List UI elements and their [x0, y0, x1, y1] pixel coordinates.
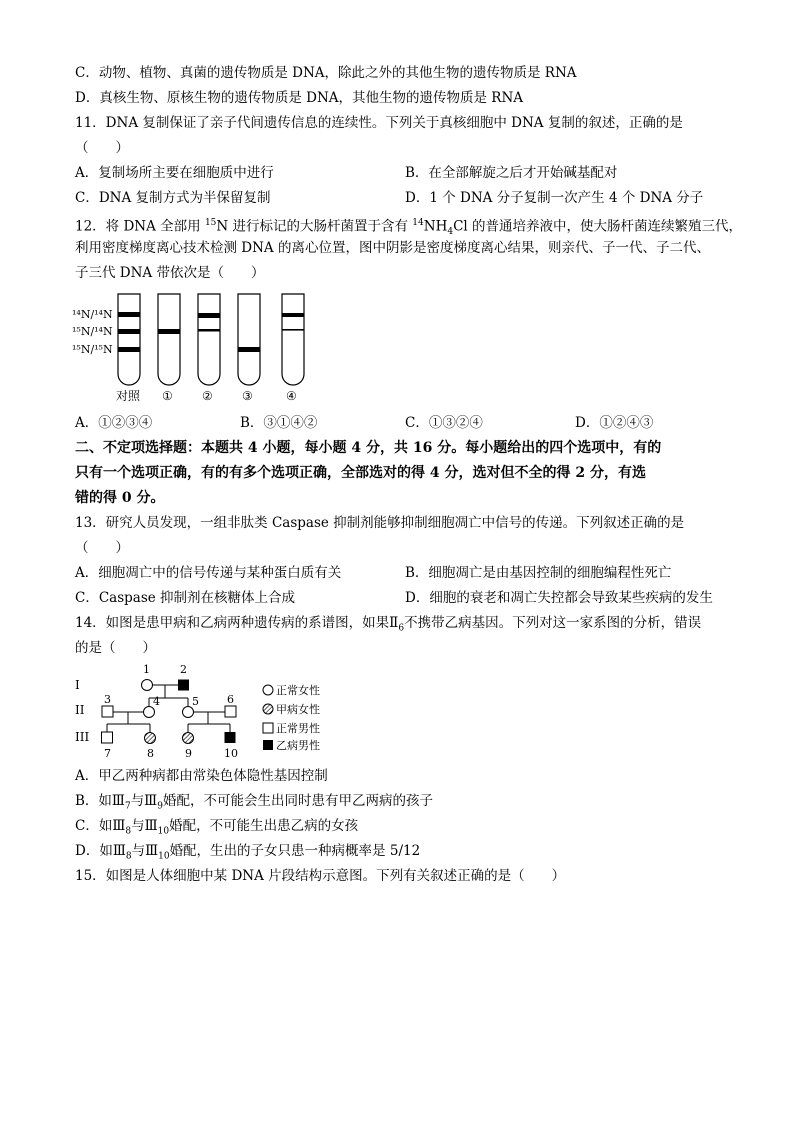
- q11-paren: （ ）: [75, 140, 129, 156]
- number-6: 6: [227, 693, 234, 706]
- number-10: 10: [224, 747, 238, 760]
- number-3: 3: [104, 693, 111, 706]
- individual-2-disease-b-male: [178, 680, 189, 691]
- tube-3: [238, 294, 260, 385]
- number-2: 2: [180, 663, 187, 676]
- q14-stem: 14．如图是患甲病和乙病两种遗传病的系谱图，如果$Ⅱ_6$不携带乙病基因。下列对这一家系图的分析，错误: [75, 615, 702, 634]
- q14-stem-line2: 的是（ ）: [75, 640, 156, 656]
- individual-6-normal-male: [225, 706, 236, 717]
- individual-4-normal-female: [144, 707, 155, 718]
- legend-disease-a-female-symbol: [263, 704, 273, 714]
- individual-1-normal-female: [142, 680, 153, 691]
- q15-stem: 15．如图是人体细胞中某 DNA 片段结构示意图。下列有关叙述正确的是（ ）: [75, 868, 566, 884]
- q10-option-d: D．真核生物、原核生物的遗传物质是 DNA，其他生物的遗传物质是 RNA: [75, 90, 524, 106]
- q13-paren: （ ）: [75, 540, 129, 556]
- section2-heading-line3: 错的得 0 分。: [75, 490, 165, 506]
- q12-option-c: C．①③②④: [405, 415, 483, 431]
- q12-option-b: B．③①④②: [240, 415, 318, 431]
- q14-option-c: C．如$Ⅲ_8$与$Ⅲ_{10}$婚配，不可能生出患乙病的女孩: [75, 818, 359, 837]
- number-9: 9: [185, 747, 192, 760]
- q13-option-b: B．细胞凋亡是由基因控制的细胞编程性死亡: [405, 565, 672, 581]
- section2-heading-line1: 二、不定项选择题：本题共 4 小题，每小题 4 分，共 16 分。每小题给出的四个选项中，有的: [75, 440, 662, 456]
- individual-7-normal-male: [102, 732, 113, 743]
- tube-label-3: ③: [242, 389, 253, 403]
- tube-label-1: ①: [162, 389, 173, 403]
- q12-option-a: A．①②③④: [75, 415, 153, 431]
- number-5: 5: [192, 695, 199, 708]
- individual-8-disease-a-female: [145, 733, 156, 744]
- tube-label-control: 对照: [116, 389, 141, 403]
- legend-normal-male-symbol: [263, 723, 273, 733]
- band-label-15-14: ¹⁵N/¹⁴N: [72, 325, 113, 338]
- generation-label-iii: III: [75, 730, 90, 744]
- legend-normal-male: 正常男性: [276, 722, 320, 735]
- number-1: 1: [143, 663, 150, 676]
- tube-4: [282, 294, 304, 385]
- band-label-14-14: ¹⁴N/¹⁴N: [72, 308, 113, 321]
- q13-option-a: A．细胞凋亡中的信号传递与某种蛋白质有关: [75, 565, 342, 581]
- q12-stem-line3: 子三代 DNA 带依次是（ ）: [75, 265, 265, 281]
- number-7: 7: [104, 747, 111, 760]
- q12-stem-line2: 利用密度梯度离心技术检测 DNA 的离心位置，图中阴影是密度梯度离心结果，则亲代、子一代、子二代、: [75, 240, 710, 256]
- pedigree-chart: [70, 658, 340, 762]
- section2-heading-line2: 只有一个选项正确，有的有多个选项正确，全部选对的得 4 分，选对但不全的得 2 分，有选: [75, 465, 646, 481]
- legend-normal-female-symbol: [263, 685, 273, 695]
- legend-disease-a-female: 甲病女性: [276, 703, 320, 716]
- generation-label-ii: II: [75, 703, 85, 717]
- number-4: 4: [153, 695, 160, 708]
- tube-label-4: ④: [286, 389, 297, 403]
- q13-option-c: C．Caspase 抑制剂在核糖体上合成: [75, 590, 296, 606]
- individual-3-normal-male: [102, 706, 113, 717]
- individual-10-disease-b-male: [225, 732, 236, 743]
- generation-label-i: I: [75, 678, 80, 692]
- tube-label-2: ②: [202, 389, 213, 403]
- q11-option-c: C．DNA 复制方式为半保留复制: [75, 190, 271, 206]
- q14-option-b: B．如$Ⅲ_7$与$Ⅲ_9$婚配，不可能会生出同时患有甲乙两病的孩子: [75, 793, 433, 812]
- number-8: 8: [147, 747, 154, 760]
- q11-stem: 11．DNA 复制保证了亲子代间遗传信息的连续性。下列关于真核细胞中 DNA 复制的叙述，正确的是: [75, 115, 683, 131]
- tube-2: [198, 294, 220, 385]
- q10-option-c: C．动物、植物、真菌的遗传物质是 DNA，除此之外的其他生物的遗传物质是 RNA: [75, 65, 577, 81]
- q13-stem: 13．研究人员发现，一组非肽类 Caspase 抑制剂能够抑制细胞凋亡中信号的传递。下列叙述正确的是: [75, 515, 685, 531]
- band-label-15-15: ¹⁵N/¹⁵N: [72, 343, 113, 356]
- tube-control: [118, 294, 140, 385]
- q14-option-a: A．甲乙两种病都由常染色体隐性基因控制: [75, 768, 328, 784]
- q13-option-d: D．细胞的衰老和凋亡失控都会导致某些疾病的发生: [405, 590, 713, 606]
- q11-option-a: A．复制场所主要在细胞质中进行: [75, 165, 274, 181]
- q12-stem: 12．将 DNA 全部用 $^{15}$N 进行标记的大肠杆菌置于含有 $^{14}NH_4Cl$ 的普通培养液中，使大肠杆菌连续繁殖三代，: [75, 218, 743, 238]
- q12-option-d: D．①②④③: [575, 415, 654, 431]
- centrifuge-tubes-figure: [70, 288, 320, 406]
- individual-9-disease-a-female: [183, 733, 194, 744]
- individual-5-normal-female: [183, 707, 194, 718]
- legend-disease-b-male-symbol: [263, 740, 273, 750]
- q11-option-d: D．1 个 DNA 分子复制一次产生 4 个 DNA 分子: [405, 190, 704, 206]
- legend-disease-b-male: 乙病男性: [276, 739, 320, 752]
- legend-normal-female: 正常女性: [276, 684, 320, 697]
- q14-option-d: D．如$Ⅲ_8$与$Ⅲ_{10}$婚配，生出的子女只患一种病概率是 5/12: [75, 843, 421, 862]
- q11-option-b: B．在全部解旋之后才开始碱基配对: [405, 165, 618, 181]
- tube-1: [158, 294, 180, 385]
